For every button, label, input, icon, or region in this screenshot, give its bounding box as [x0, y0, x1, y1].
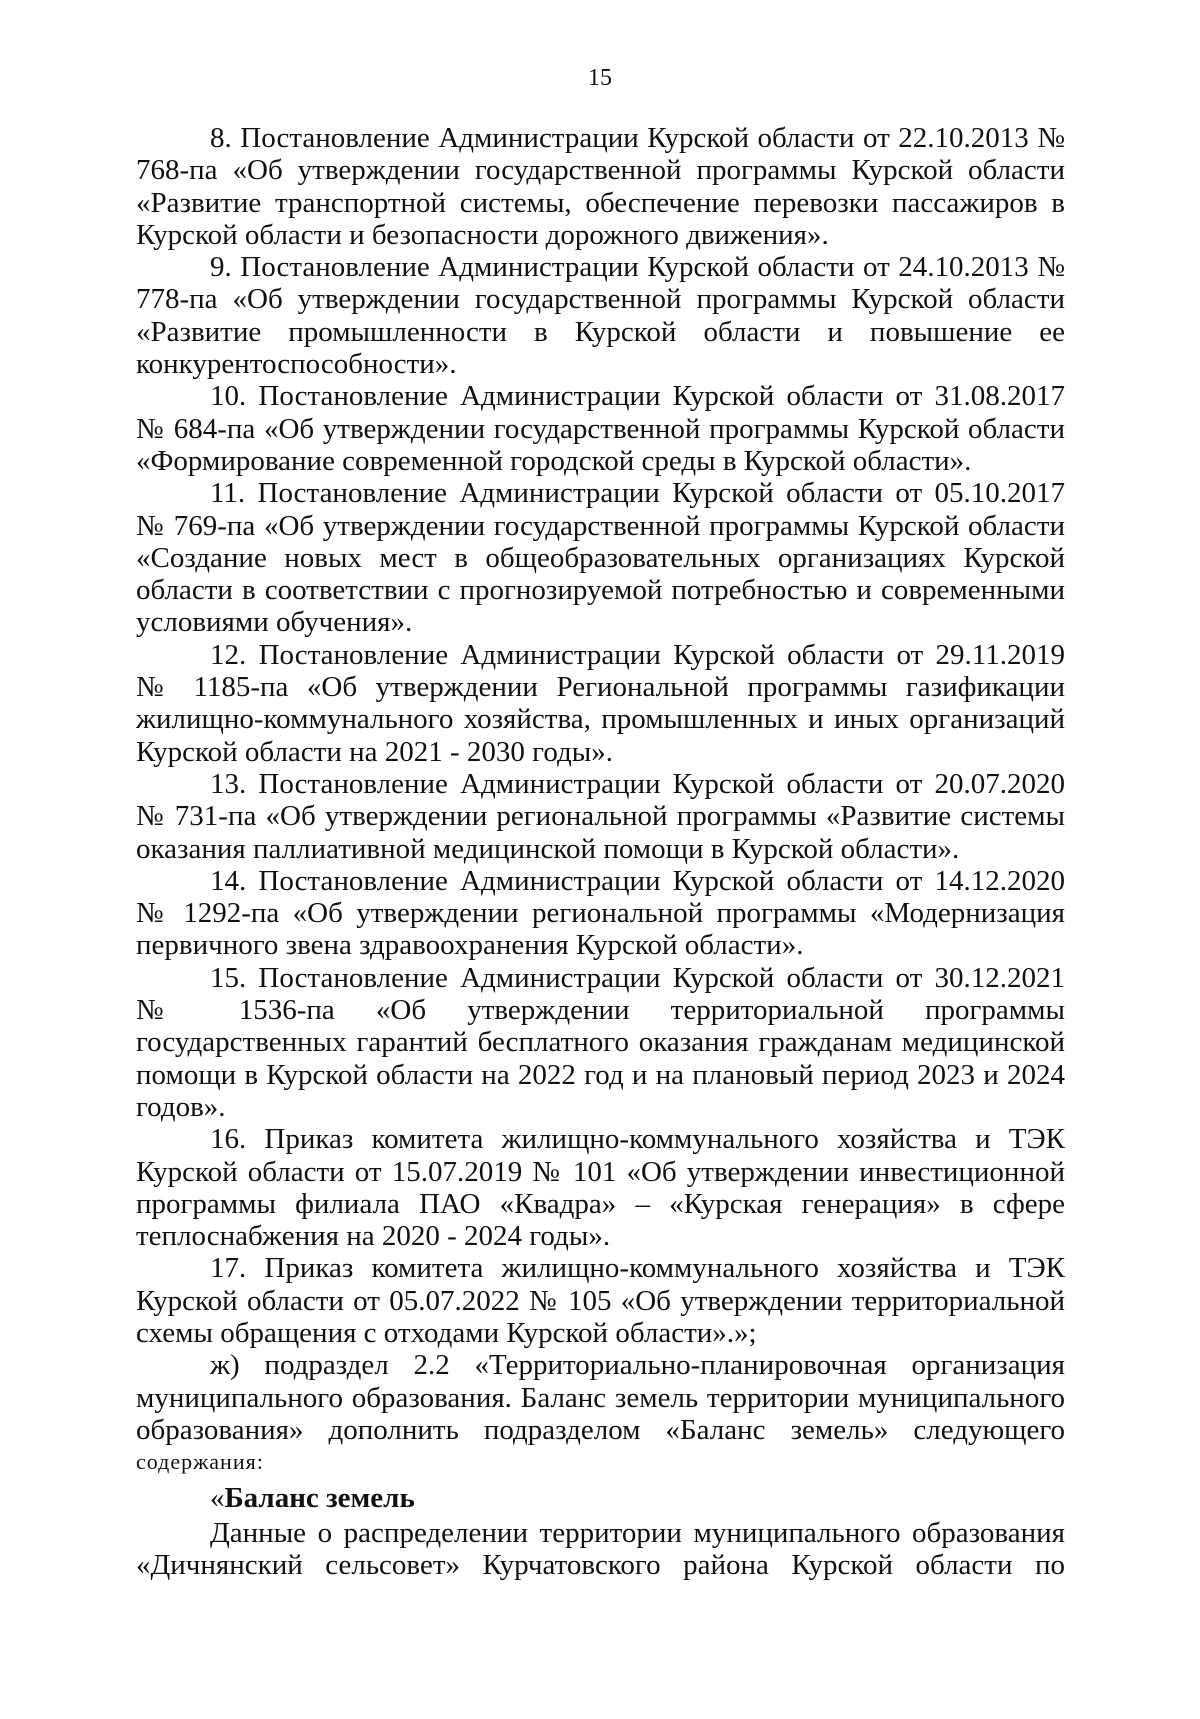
- list-item-11: 11. Постановление Администрации Курской области от 05.10.2017 № 769-па «Об утверждении государственной программы Курской области «Создание новых мест в общеобразовательных организациях Курской области в соответствии с прогнозируемой потребностью и современными условиями обучения».: [136, 477, 1065, 639]
- list-item-14: 14. Постановление Администрации Курской области от 14.12.2020 № 1292-па «Об утверждении региональной программы «Модернизация первичного звена здравоохранения Курской области».: [136, 864, 1065, 962]
- amendment-paragraph: ж) подраздел 2.2 «Территориально-планировочная организация муниципального образования. Баланс земель территории муниципального образования» дополнить подразделом «Баланс земель» следующего: [136, 1349, 1065, 1446]
- section-heading-text: Баланс земель: [224, 1482, 415, 1515]
- document-body: [136, 122, 1065, 1581]
- closing-paragraph: Данные о распределении территории муниципального образования «Дичнянский сельсовет» Курчатовского района Курской области по: [136, 1516, 1065, 1582]
- list-item-16: 16. Приказ комитета жилищно-коммунального хозяйства и ТЭК Курской области от 15.07.2019 № 101 «Об утверждении инвестиционной программы филиала ПАО «Квадра» – «Курская генерация» в сфере теплоснабжения на 2020 - 2024 годы».: [136, 1123, 1065, 1253]
- list-item-9: 9. Постановление Администрации Курской области от 24.10.2013 № 778-па «Об утверждении государственной программы Курской области «Развитие промышленности в Курской области и повышение ее конкурентоспособности».: [136, 251, 1065, 381]
- list-item-15: 15. Постановление Администрации Курской области от 30.12.2021 № 1536-па «Об утверждении территориальной программы государственных гарантий бесплатного оказания гражданам медицинской помощи в Курской области на 2022 год и на плановый период 2023 и 2024 годов».: [136, 961, 1065, 1123]
- page-number: 15: [588, 65, 612, 91]
- list-item-10: 10. Постановление Администрации Курской области от 31.08.2017 № 684-па «Об утверждении государственной программы Курской области «Формирование современной городской среды в Курской области».: [136, 380, 1065, 477]
- amendment-tail: [136, 1444, 1065, 1478]
- list-item-12: 12. Постановление Администрации Курской области от 29.11.2019 № 1185-па «Об утверждении Региональной программы газификации жилищно-коммунального хозяйства, промышленных и иных организаций Курской области на 2021 - 2030 годы».: [136, 638, 1065, 768]
- list-item-13: 13. Постановление Администрации Курской области от 20.07.2020 № 731-па «Об утверждении региональной программы «Развитие системы оказания паллиативной медицинской помощи в Курской области».: [136, 767, 1065, 865]
- list-item-17: 17. Приказ комитета жилищно-коммунального хозяйства и ТЭК Курской области от 05.07.2022 № 105 «Об утверждении территориальной схемы обращения с отходами Курской области».»;: [136, 1252, 1065, 1349]
- amendment-tail-word: содержания:: [136, 1449, 264, 1475]
- section-heading-quote: «: [210, 1482, 225, 1515]
- list-item-8: 8. Постановление Администрации Курской области от 22.10.2013 № 768-па «Об утверждении государственной программы Курской области «Развитие транспортной системы, обеспечение перевозки пассажиров в Курской области и безопасности дорожного движения».: [136, 122, 1065, 251]
- section-heading: [136, 1482, 1065, 1514]
